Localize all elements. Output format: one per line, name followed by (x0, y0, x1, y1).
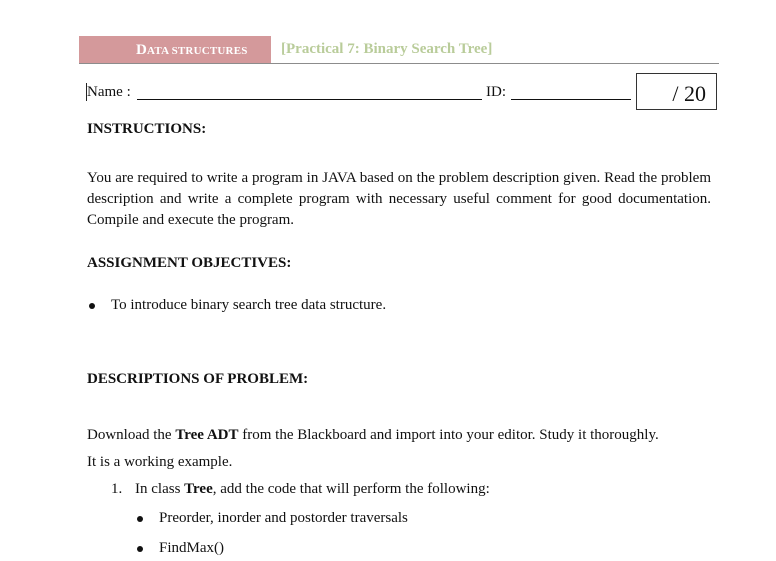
problem-intro-post: from the Blackboard and import into your editor. Study it thoroughly. (238, 427, 659, 443)
problem-intro-pre: Download the (87, 427, 176, 443)
tree-class-term: Tree (184, 481, 213, 497)
score-text: / 20 (672, 81, 706, 106)
name-field[interactable] (137, 99, 482, 100)
problem-heading: DESCRIPTIONS OF PROBLEM: (87, 371, 309, 387)
practical-title: [Practical 7: Binary Search Tree] (281, 41, 493, 57)
header-band (79, 36, 271, 63)
course-title (136, 42, 248, 59)
tree-adt-term: Tree ADT (175, 427, 239, 443)
bullet-icon (137, 546, 143, 552)
bullet-icon (137, 516, 143, 522)
score-box (636, 73, 717, 110)
step-text-post: , add the code that will perform the following: (212, 481, 490, 497)
subitem-findmax: FindMax() (159, 540, 224, 556)
header-rule (79, 63, 719, 64)
document-header (79, 36, 719, 63)
instructions-heading: INSTRUCTIONS: (87, 121, 207, 137)
step-text (135, 481, 490, 498)
id-label: ID: (486, 84, 506, 100)
objectives-heading: ASSIGNMENT OBJECTIVES: (87, 255, 292, 271)
name-label: Name : (87, 84, 131, 100)
step-text-pre: In class (135, 481, 185, 497)
step-number: 1. (111, 481, 123, 497)
problem-intro-line2: It is a working example. (87, 454, 233, 470)
course-title-rest: ATA STRUCTURES (147, 45, 248, 57)
instructions-text: You are required to write a program in JAVA based on the problem description given. Read the problem description and write a complete program with necessary useful comment for good documentation. Compile and execute the program. (87, 170, 711, 228)
course-title-initial: D (136, 42, 148, 58)
id-field[interactable] (511, 99, 631, 100)
bullet-icon (89, 303, 95, 309)
subitem-traversals: Preorder, inorder and postorder traversals (159, 510, 408, 526)
objective-item: To introduce binary search tree data structure. (111, 297, 387, 313)
problem-intro (87, 427, 659, 444)
